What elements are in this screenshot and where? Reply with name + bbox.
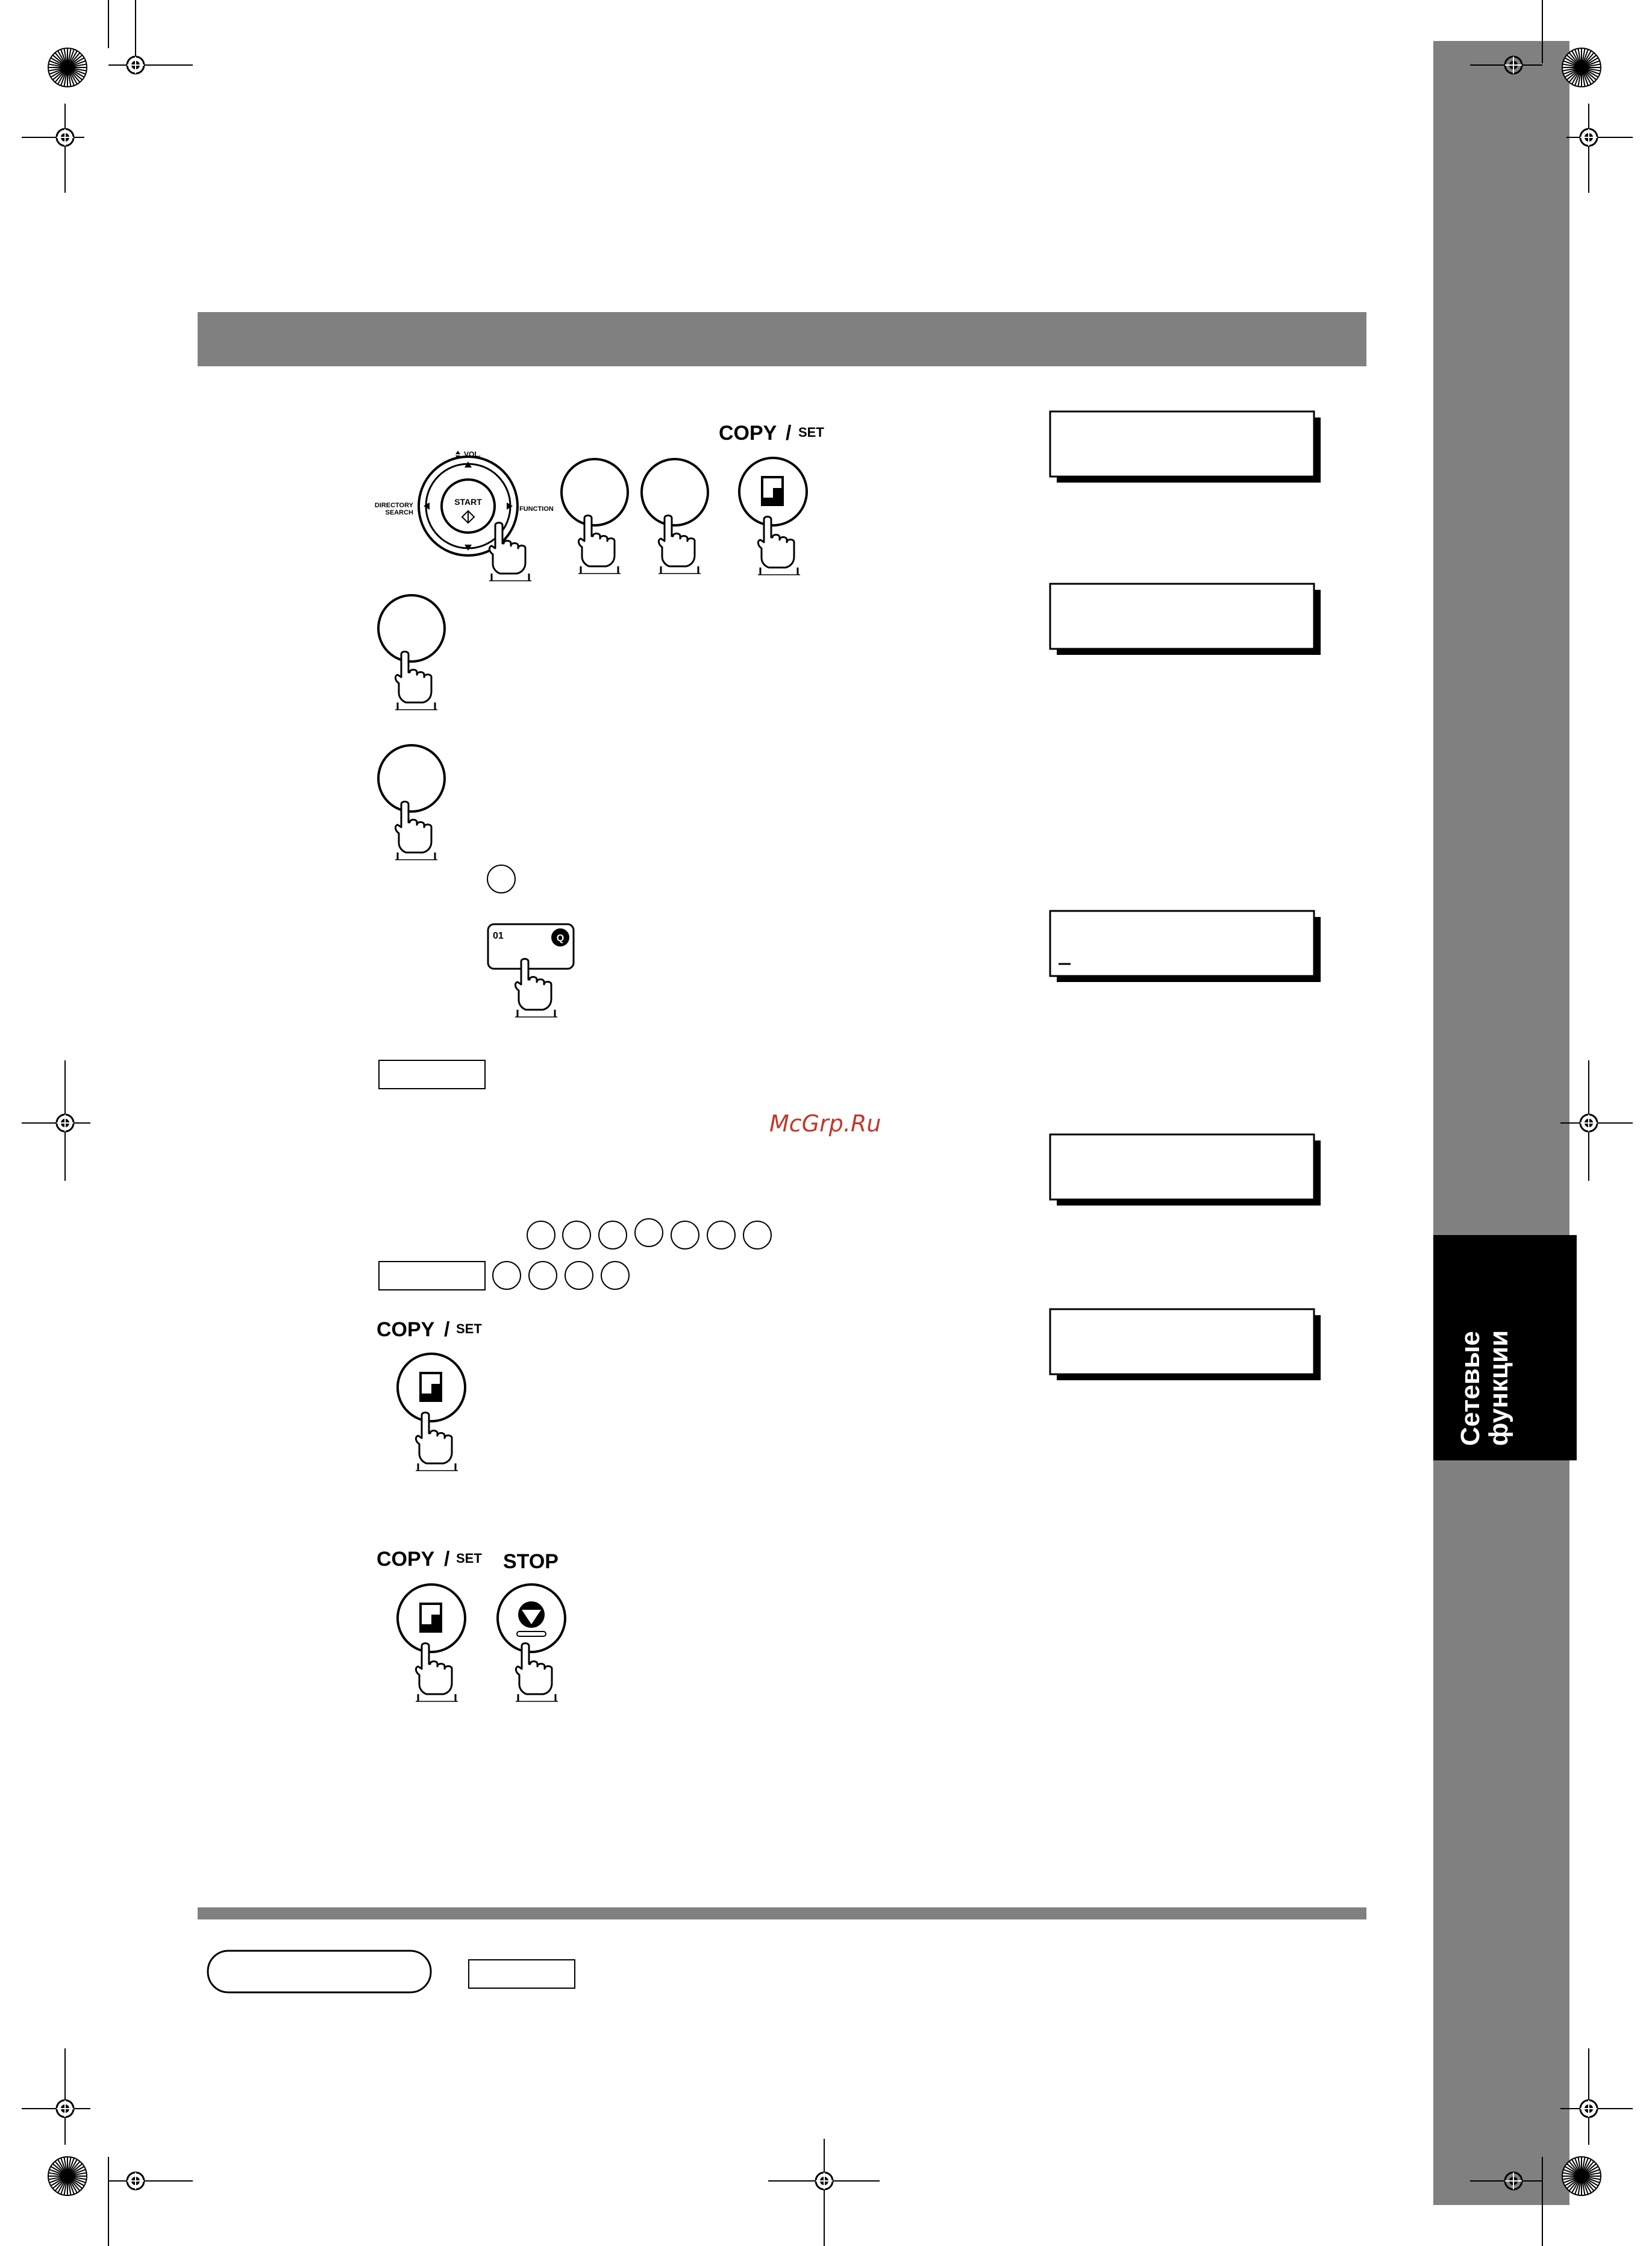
- footer-pill[interactable]: [208, 1951, 431, 1992]
- key-button-b[interactable]: [642, 459, 708, 525]
- copy-set-button[interactable]: [739, 458, 807, 525]
- vol-label: VOL.: [464, 450, 481, 458]
- lcd-display-1: [1050, 411, 1321, 483]
- digit-keys-row-1[interactable]: [527, 1219, 771, 1249]
- watermark-text: McGrp.Ru: [769, 1110, 881, 1137]
- key-button-c[interactable]: [378, 595, 445, 662]
- set-label: SET: [798, 425, 824, 440]
- lcd-display-4: [1050, 1134, 1321, 1206]
- digit-keys-row-2[interactable]: [493, 1262, 629, 1289]
- copy-label-2: COPY: [377, 1318, 435, 1341]
- slash-label-2: /: [444, 1318, 450, 1341]
- side-band: [1433, 41, 1569, 2205]
- footer-box[interactable]: [469, 1960, 575, 1988]
- copy-label: COPY: [719, 422, 777, 445]
- input-field-box-2[interactable]: [379, 1262, 485, 1290]
- side-tab-label-1: Сетевые: [1456, 1331, 1485, 1446]
- one-touch-key[interactable]: [488, 924, 574, 969]
- copy-label-3: COPY: [377, 1548, 435, 1571]
- footer-rule: [198, 1907, 1366, 1919]
- key-button-a[interactable]: [562, 459, 628, 525]
- set-label-2: SET: [456, 1321, 482, 1336]
- function-label: FUNCTION: [519, 505, 554, 513]
- lcd-display-3: [1050, 911, 1321, 982]
- copy-document-icon: [398, 1584, 465, 1652]
- one-touch-badge: Q: [556, 933, 565, 943]
- stop-icon: [517, 1601, 546, 1636]
- side-tab-label-2: функции: [1484, 1330, 1513, 1446]
- stop-label: STOP: [503, 1550, 558, 1573]
- lcd-display-5: [1050, 1309, 1321, 1380]
- copy-document-icon: [739, 458, 807, 525]
- directory-label-2: SEARCH: [385, 509, 413, 516]
- key-button-d[interactable]: [378, 745, 445, 812]
- small-key-circle[interactable]: [487, 865, 515, 893]
- lcd-display-2: [1050, 584, 1321, 655]
- slash-label: /: [786, 422, 792, 445]
- copy-set-button-3[interactable]: [398, 1584, 465, 1652]
- one-touch-number: 01: [493, 931, 504, 941]
- header-band: [198, 312, 1366, 366]
- navigation-dial[interactable]: [375, 450, 554, 555]
- directory-label-1: DIRECTORY: [374, 502, 413, 509]
- input-field-box-1[interactable]: [379, 1060, 485, 1089]
- copy-set-button-2[interactable]: [398, 1354, 465, 1421]
- start-label: START: [454, 497, 482, 507]
- copy-document-icon: [398, 1354, 465, 1421]
- slash-label-3: /: [444, 1548, 450, 1571]
- set-label-3: SET: [456, 1551, 482, 1566]
- stop-button[interactable]: [498, 1584, 565, 1652]
